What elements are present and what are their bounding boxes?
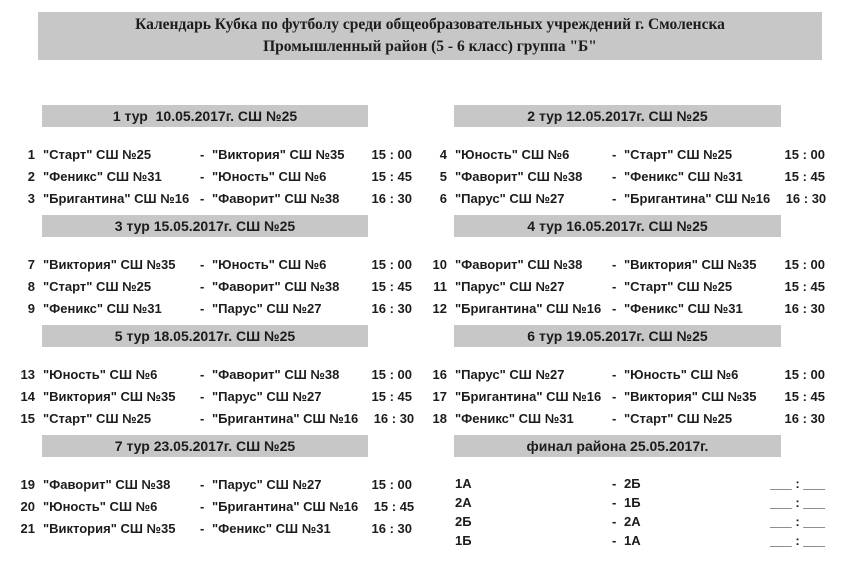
match-row — [18, 144, 412, 166]
home-team: 1А — [455, 476, 472, 491]
match-number: 20 — [20, 499, 35, 514]
home-team: 2Б — [455, 514, 472, 529]
home-team: "Феникс" СШ №31 — [43, 301, 162, 316]
home-team: "Виктория" СШ №35 — [43, 257, 176, 272]
match-row — [18, 386, 412, 408]
away-team: "Бригантина" СШ №16 — [624, 191, 771, 206]
match-row — [18, 474, 412, 496]
round-match-list — [430, 144, 825, 210]
away-team: "Старт" СШ №25 — [624, 279, 733, 294]
match-time: 15 : 45 — [784, 169, 825, 184]
round-section — [18, 325, 415, 430]
vs-dash: - — [612, 191, 617, 206]
match-row — [18, 254, 412, 276]
round-header: финал района 25.05.2017г. — [454, 435, 781, 457]
vs-dash: - — [612, 279, 617, 294]
round-section — [430, 325, 825, 430]
match-number: 5 — [439, 169, 447, 184]
home-team: "Старт" СШ №25 — [43, 411, 152, 426]
match-number: 1 — [27, 147, 35, 162]
vs-dash: - — [612, 389, 617, 404]
match-row — [430, 408, 825, 430]
vs-dash: - — [612, 533, 617, 548]
match-time: 16 : 30 — [785, 191, 827, 206]
match-row — [430, 512, 825, 531]
away-team: "Феникс" СШ №31 — [624, 301, 743, 316]
round-match-list — [18, 254, 412, 320]
home-team: "Юность" СШ №6 — [43, 367, 158, 382]
match-row — [430, 364, 825, 386]
round-section — [430, 105, 825, 210]
match-row — [430, 166, 825, 188]
vs-dash: - — [200, 279, 205, 294]
match-time: 15 : 45 — [371, 389, 412, 404]
match-time: ___ : ___ — [770, 533, 825, 548]
away-team: "Фаворит" СШ №38 — [212, 279, 340, 294]
home-team: "Феникс" СШ №31 — [43, 169, 162, 184]
round-header: 2 тур 12.05.2017г. СШ №25 — [454, 105, 781, 127]
match-row — [430, 386, 825, 408]
match-number: 9 — [27, 301, 35, 316]
match-number: 10 — [432, 257, 447, 272]
away-team: "Юность" СШ №6 — [624, 367, 739, 382]
match-number: 17 — [432, 389, 447, 404]
home-team: "Парус" СШ №27 — [455, 191, 565, 206]
match-number: 4 — [439, 147, 447, 162]
round-header: 5 тур 18.05.2017г. СШ №25 — [42, 325, 368, 347]
round-match-list — [18, 364, 415, 430]
match-number: 18 — [432, 411, 447, 426]
match-number: 15 — [20, 411, 35, 426]
home-team: "Парус" СШ №27 — [455, 279, 565, 294]
home-team: "Бригантина" СШ №16 — [455, 389, 602, 404]
away-team: 1Б — [624, 495, 641, 510]
away-team: "Парус" СШ №27 — [212, 301, 322, 316]
away-team: "Виктория" СШ №35 — [624, 257, 757, 272]
match-number: 16 — [432, 367, 447, 382]
vs-dash: - — [200, 169, 205, 184]
away-team: "Парус" СШ №27 — [212, 477, 322, 492]
match-row — [18, 496, 415, 518]
match-number: 11 — [433, 279, 447, 294]
vs-dash: - — [612, 495, 617, 510]
home-team: "Бригантина" СШ №16 — [455, 301, 602, 316]
document-title-line2: Промышленный район (5 - 6 класс) группа "Б" — [263, 38, 597, 55]
home-team: "Юность" СШ №6 — [43, 499, 158, 514]
round-section — [430, 435, 825, 550]
vs-dash: - — [612, 476, 617, 491]
vs-dash: - — [200, 499, 205, 514]
vs-dash: - — [612, 257, 617, 272]
round-header: 1 тур 10.05.2017г. СШ №25 — [42, 105, 368, 127]
away-team: 1А — [624, 533, 641, 548]
match-row — [18, 298, 412, 320]
document-title — [38, 12, 822, 60]
away-team: "Фаворит" СШ №38 — [212, 191, 340, 206]
away-team: "Старт" СШ №25 — [624, 147, 733, 162]
match-time: 16 : 30 — [784, 301, 825, 316]
match-row — [430, 144, 825, 166]
away-team: "Парус" СШ №27 — [212, 389, 322, 404]
vs-dash: - — [200, 257, 205, 272]
match-number: 13 — [20, 367, 35, 382]
match-time: 15 : 45 — [373, 499, 415, 514]
away-team: "Фаворит" СШ №38 — [212, 367, 340, 382]
vs-dash: - — [612, 147, 617, 162]
match-time: 16 : 30 — [371, 191, 412, 206]
match-row — [18, 408, 415, 430]
match-time: ___ : ___ — [770, 476, 825, 491]
match-time: 15 : 45 — [371, 169, 412, 184]
home-team: "Фаворит" СШ №38 — [455, 169, 583, 184]
match-number: 19 — [20, 477, 35, 492]
vs-dash: - — [200, 477, 205, 492]
match-row — [18, 518, 412, 540]
match-time: 15 : 45 — [784, 279, 825, 294]
match-row — [18, 188, 412, 210]
round-match-list — [18, 144, 412, 210]
vs-dash: - — [200, 411, 205, 426]
away-team: "Юность" СШ №6 — [212, 257, 327, 272]
round-header: 7 тур 23.05.2017г. СШ №25 — [42, 435, 368, 457]
match-row — [430, 298, 825, 320]
match-row — [430, 493, 825, 512]
match-row — [18, 166, 412, 188]
rounds-grid — [18, 105, 860, 555]
match-number: 14 — [20, 389, 35, 404]
match-number: 3 — [27, 191, 35, 206]
match-row — [430, 188, 825, 210]
match-time: 15 : 00 — [784, 367, 825, 382]
home-team: "Старт" СШ №25 — [43, 147, 152, 162]
away-team: "Бригантина" СШ №16 — [212, 411, 359, 426]
match-row — [18, 276, 412, 298]
match-row — [430, 254, 825, 276]
home-team: "Старт" СШ №25 — [43, 279, 152, 294]
round-header: 4 тур 16.05.2017г. СШ №25 — [454, 215, 781, 237]
match-row — [430, 276, 825, 298]
match-number: 8 — [27, 279, 35, 294]
home-team: "Фаворит" СШ №38 — [43, 477, 171, 492]
match-time: ___ : ___ — [770, 495, 825, 510]
vs-dash: - — [612, 169, 617, 184]
home-team: "Виктория" СШ №35 — [43, 521, 176, 536]
match-time: ___ : ___ — [770, 514, 825, 529]
vs-dash: - — [200, 191, 205, 206]
round-match-list — [430, 254, 825, 320]
match-time: 16 : 30 — [371, 301, 412, 316]
vs-dash: - — [612, 411, 617, 426]
match-time: 16 : 30 — [784, 411, 825, 426]
away-team: 2А — [624, 514, 641, 529]
vs-dash: - — [200, 389, 205, 404]
home-team: "Фаворит" СШ №38 — [455, 257, 583, 272]
away-team: "Старт" СШ №25 — [624, 411, 733, 426]
match-time: 15 : 00 — [784, 257, 825, 272]
vs-dash: - — [200, 367, 205, 382]
away-team: "Бригантина" СШ №16 — [212, 499, 359, 514]
away-team: "Феникс" СШ №31 — [212, 521, 331, 536]
match-number: 21 — [20, 521, 35, 536]
match-time: 16 : 30 — [371, 521, 412, 536]
away-team: "Виктория" СШ №35 — [624, 389, 757, 404]
vs-dash: - — [200, 301, 205, 316]
match-number: 2 — [27, 169, 35, 184]
home-team: "Феникс" СШ №31 — [455, 411, 574, 426]
home-team: "Юность" СШ №6 — [455, 147, 570, 162]
match-number: 12 — [432, 301, 447, 316]
away-team: 2Б — [624, 476, 641, 491]
round-match-list — [18, 474, 415, 540]
home-team: 2А — [455, 495, 472, 510]
home-team: "Виктория" СШ №35 — [43, 389, 176, 404]
match-time: 15 : 00 — [371, 257, 412, 272]
vs-dash: - — [612, 301, 617, 316]
round-header: 3 тур 15.05.2017г. СШ №25 — [42, 215, 368, 237]
match-number: 6 — [439, 191, 447, 206]
match-time: 15 : 00 — [371, 367, 412, 382]
round-section — [430, 215, 825, 320]
match-time: 15 : 00 — [371, 477, 412, 492]
match-time: 15 : 00 — [371, 147, 412, 162]
home-team: "Парус" СШ №27 — [455, 367, 565, 382]
match-time: 15 : 45 — [371, 279, 412, 294]
home-team: 1Б — [455, 533, 472, 548]
away-team: "Виктория" СШ №35 — [212, 147, 345, 162]
vs-dash: - — [612, 367, 617, 382]
vs-dash: - — [200, 147, 205, 162]
round-section — [18, 105, 412, 210]
round-header: 6 тур 19.05.2017г. СШ №25 — [454, 325, 781, 347]
round-match-list — [430, 474, 825, 550]
vs-dash: - — [612, 514, 617, 529]
round-section — [18, 435, 415, 550]
document-title-line1: Календарь Кубка по футболу среди общеобразовательных учреждений г. Смоленска — [135, 16, 725, 33]
round-section — [18, 215, 412, 320]
match-time: 16 : 30 — [373, 411, 415, 426]
home-team: "Бригантина" СШ №16 — [43, 191, 190, 206]
away-team: "Юность" СШ №6 — [212, 169, 327, 184]
match-row — [430, 474, 825, 493]
vs-dash: - — [200, 521, 205, 536]
match-row — [18, 364, 412, 386]
away-team: "Феникс" СШ №31 — [624, 169, 743, 184]
round-match-list — [430, 364, 825, 430]
match-time: 15 : 00 — [784, 147, 825, 162]
match-time: 15 : 45 — [784, 389, 825, 404]
match-number: 7 — [27, 257, 35, 272]
match-row — [430, 531, 825, 550]
